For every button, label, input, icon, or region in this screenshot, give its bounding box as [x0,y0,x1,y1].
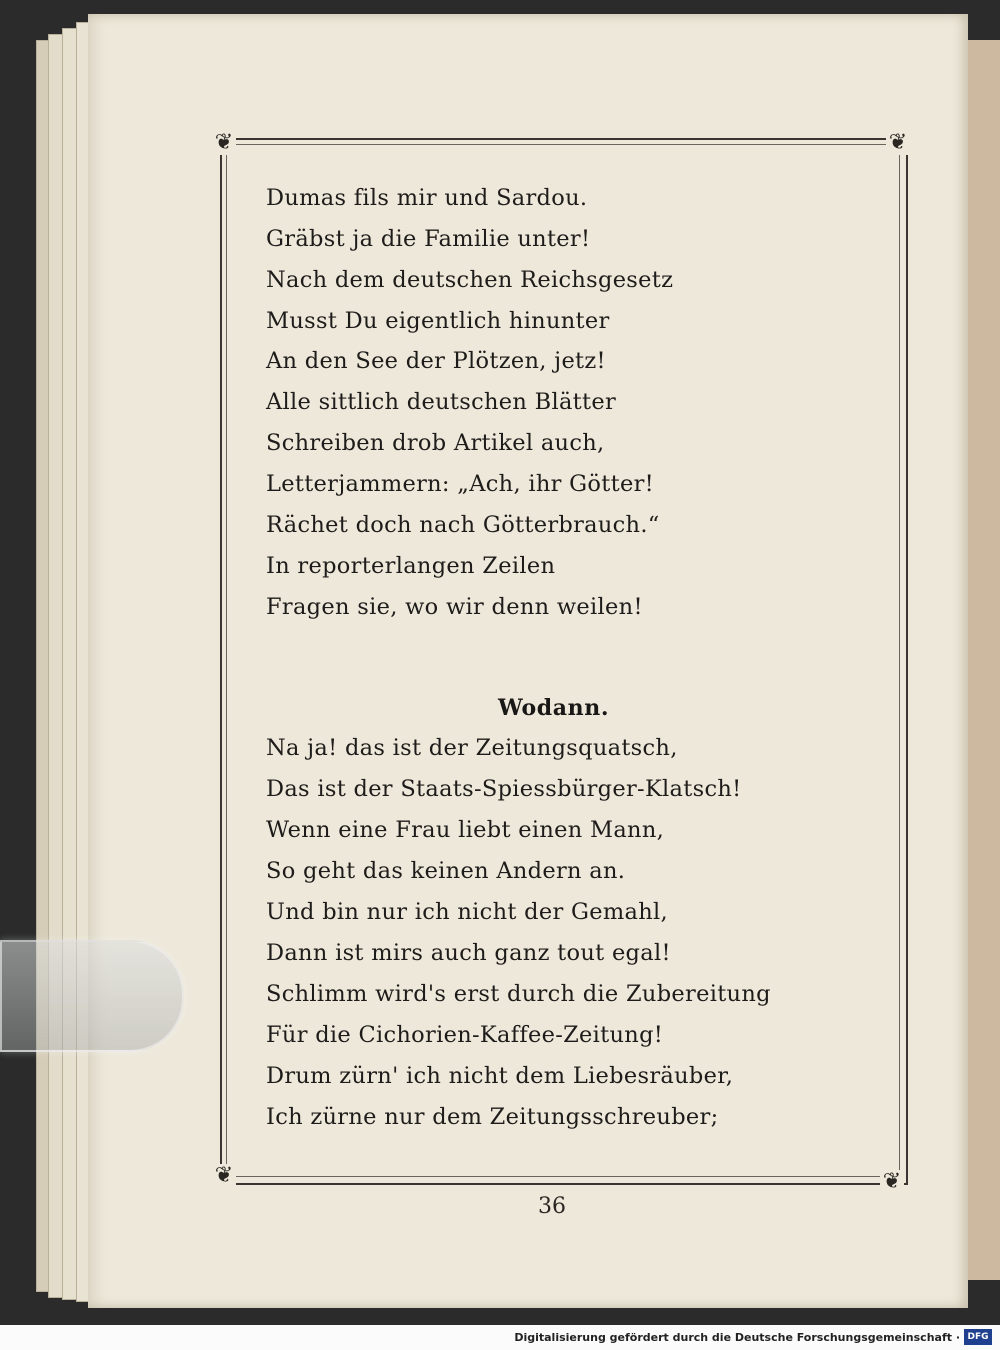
poem-line: Rächet doch nach Götterbrauch.“ [266,512,660,538]
poem-line: Für die Cichorien-Kaffee-Zeitung! [266,1022,664,1048]
poem-line: Fragen sie, wo wir denn weilen! [266,594,643,620]
poem-line: Ich zürne nur dem Zeitungsschreuber; [266,1104,719,1130]
poem-line: Das ist der Staats-Spiessbürger-Klatsch! [266,776,742,802]
poem-line: Musst Du eigentlich hinunter [266,308,610,334]
poem-line: Alle sittlich deutschen Blätter [266,389,617,415]
poem-line: Schlimm wird's erst durch die Zubereitung [266,981,771,1007]
digitization-credit: Digitalisierung gefördert durch die Deutsche Forschungsgemeinschaft · [514,1331,960,1344]
poem-line: Dumas fils mir und Sardou. [266,185,588,211]
poem-line: Gräbst ja die Familie unter! [266,226,591,252]
poem-line: So geht das keinen Andern an. [266,858,626,884]
fleuron-icon: ❦ [880,1170,904,1194]
poem-line: Drum zürn' ich nicht dem Liebesräuber, [266,1063,734,1089]
poem-line: Nach dem deutschen Reichsgesetz [266,267,674,293]
poem-line: In reporterlangen Zeilen [266,553,556,579]
fleuron-icon: ❦ [212,1164,236,1188]
fleuron-icon: ❦ [212,131,236,155]
poem-line: Na ja! das ist der Zeitungsquatsch, [266,735,678,761]
section-heading: Wodann. [498,695,610,721]
poem-line: Und bin nur ich nicht der Gemahl, [266,899,668,925]
page-number: 36 [538,1194,566,1219]
dfg-logo: DFG [964,1329,992,1345]
poem-line: Dann ist mirs auch ganz tout egal! [266,940,671,966]
poem-line: An den See der Plötzen, jetz! [266,348,606,374]
poem-line: Letterjammern: „Ach, ihr Götter! [266,471,654,497]
poem-line: Schreiben drob Artikel auch, [266,430,605,456]
glass-clamp [0,940,184,1052]
fleuron-icon: ❦ [886,131,910,155]
poem-line: Wenn eine Frau liebt einen Mann, [266,817,665,843]
